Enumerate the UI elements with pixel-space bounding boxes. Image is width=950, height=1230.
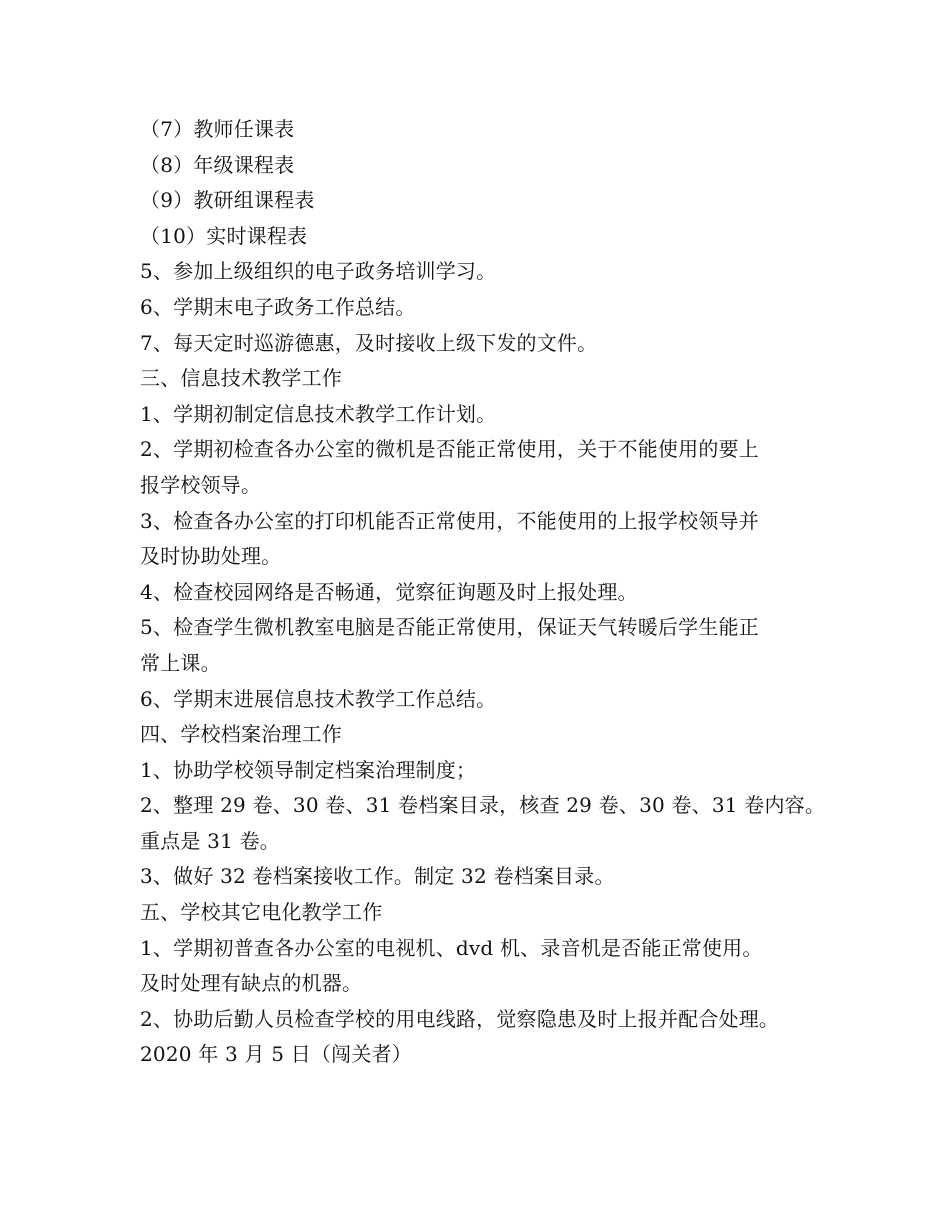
list-item-it-plan: 1、学期初制定信息技术教学工作计划。 [140,401,497,426]
list-item-check-network: 4、检查校园网络是否畅通，觉察征询题及时上报处理。 [140,579,638,604]
list-item-archive-receive: 3、做好 32 卷档案接收工作。制定 32 卷档案目录。 [140,864,615,889]
list-item-grade-schedule: （8）年级课程表 [140,152,295,177]
list-item-check-printers-cont: 及时协助处理。 [140,544,282,569]
list-item-check-av-devices: 1、学期初普查各办公室的电视机、dvd 机、录音机是否能正常使用。 [140,935,763,960]
list-item-egov-training: 5、参加上级组织的电子政务培训学习。 [140,259,497,284]
list-item-check-printers: 3、检查各办公室的打印机能否正常使用，不能使用的上报学校领导并 [140,508,759,533]
section-heading-it-teaching: 三、信息技术教学工作 [140,366,342,391]
list-item-archive-catalog: 2、整理 29 卷、30 卷、31 卷档案目录，核查 29 卷、30 卷、31 卷内容。 [140,793,826,818]
list-item-teacher-schedule: （7）教师任课表 [140,117,295,141]
list-item-check-av-devices-cont: 及时处理有缺点的机器。 [140,971,363,996]
list-item-check-computers-cont: 报学校领导。 [140,472,262,497]
section-heading-other-av: 五、学校其它电化教学工作 [140,900,383,925]
list-item-check-lab-computers-cont: 常上课。 [140,650,221,675]
list-item-egov-summary: 6、学期末电子政务工作总结。 [140,294,416,319]
list-item-archive-catalog-cont: 重点是 31 卷。 [140,828,280,853]
list-item-realtime-schedule: （10）实时课程表 [140,223,308,248]
list-item-daily-patrol: 7、每天定时巡游德惠，及时接收上级下发的文件。 [140,330,598,355]
list-item-check-lab-computers: 5、检查学生微机教室电脑是否能正常使用，保证天气转暖后学生能正 [140,615,759,640]
list-item-check-wiring: 2、协助后勤人员检查学校的用电线路，觉察隐患及时上报并配合处理。 [140,1006,780,1031]
list-item-research-group-schedule: （9）教研组课程表 [140,188,315,213]
document-date-signature: 2020 年 3 月 5 日（闯关者） [140,1042,412,1067]
list-item-archive-rules: 1、协助学校领导制定档案治理制度； [140,757,477,782]
document-body [140,112,840,1073]
section-heading-archives: 四、学校档案治理工作 [140,722,342,747]
list-item-it-summary: 6、学期末进展信息技术教学工作总结。 [140,686,497,711]
list-item-check-computers: 2、学期初检查各办公室的微机是否能正常使用，关于不能使用的要上 [140,437,759,462]
